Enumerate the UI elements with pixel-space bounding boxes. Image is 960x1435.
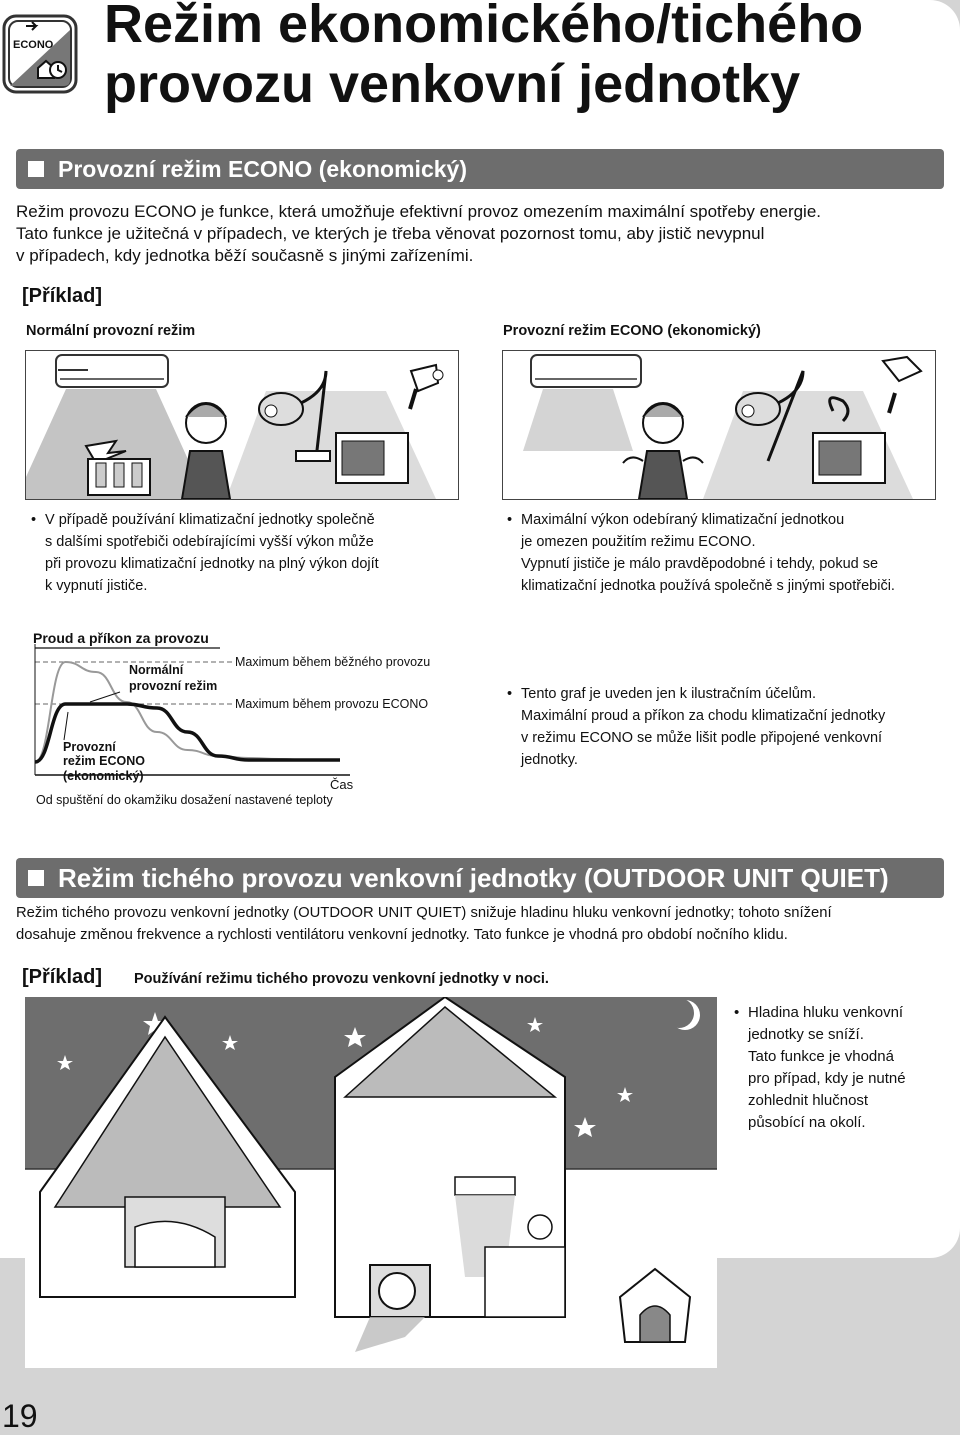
econo-label-leader [64,712,68,740]
page-title: Režim ekonomického/tichého provozu venkovní jednotky [104,0,864,114]
series-label-econo: (ekonomický) [63,769,144,783]
ref-label-normal-max: Maximum během běžného provozu [235,655,431,669]
list-item: • Tento graf je uveden jen k ilustračním účelům. Maximální proud a příkon za chodu klimatizační jednotky v režimu ECONO se může lišit podle připojené venkovní jednotky. [507,683,947,771]
quiet-bullet [734,1002,944,1134]
intro-line: Režim tichého provozu venkovní jednotky (OUTDOOR UNIT QUIET) snižuje hladinu hluku venkovní jednotky; tohoto snížení [16,905,832,921]
normal-mode-bullet [31,509,461,597]
series-label-econo: Provozní [63,740,116,754]
intro-line: Tato funkce je užitečná v případech, ve kterých je třeba věnovat pozornost tomu, aby jistič nevypnul [16,224,765,243]
power-chart [20,622,460,822]
section-heading-econo [16,149,944,189]
ac-unit-icon [455,1177,515,1195]
econo-mode-illustration [502,350,936,500]
intro-line: Režim provozu ECONO je funkce, která umožňuje efektivní provoz omezením maximální spotřeby energie. [16,202,822,221]
example-label: [Příklad] [22,966,103,988]
x-axis-caption: Od spuštění do okamžiku dosažení nastavené teploty [36,793,333,807]
normal-label-leader [90,692,120,702]
air-conditioner-icon [531,355,641,387]
section-heading-text: Provozní režim ECONO (ekonomický) [58,155,467,182]
list-item: • Maximální výkon odebíraný klimatizační jednotkou je omezen použitím režimu ECONO. Vypnutí jističe je málo pravděpodobné i tehdy, pokud se klimatizační jednotka používá společně s jinými spotřebiči. [507,509,952,597]
page-number: 19 [2,1398,38,1434]
section-heading-quiet [16,858,944,898]
intro-line: dosahuje změnou frekvence a rychlosti ventilátoru venkovní jednotky. Tato funkce je vhodná pro období nočního klidu. [16,927,788,943]
intro-line: v případech, kdy jednotka běží současně s jinými zařízeními. [16,246,474,265]
chart-title: Proud a příkon za provozu [33,630,209,646]
example-text: Používání režimu tichého provozu venkovní jednotky v noci. [134,971,549,987]
x-axis-label: Čas [330,777,354,792]
normal-mode-illustration [25,350,459,500]
square-bullet-icon [28,161,44,177]
normal-mode-label: Normální provozní režim [26,323,196,339]
desk-icon [485,1247,565,1317]
econo-mode-bullet [507,509,952,597]
econo-icon [2,14,78,94]
econo-intro [16,201,946,267]
night-illustration [25,997,717,1368]
list-item: • V případě používání klimatizační jednotky společně s dalšími spotřebiči odebírajícími vyšší výkon může při provozu klimatizační jednotky na plný výkon dojít k vypnutí jističe. [31,509,461,597]
ref-label-econo-max: Maximum během provozu ECONO [235,697,429,711]
series-label-normal: Normální [129,663,184,677]
quiet-intro [16,902,946,946]
icon-label: ECONO [13,39,54,51]
person-icon [528,1215,552,1239]
section-heading-text: Režim tichého provozu venkovní jednotky (OUTDOOR UNIT QUIET) [58,862,889,893]
chart-svg [20,622,460,822]
graph-note [507,683,947,771]
hair-dryer-icon [883,357,921,381]
square-bullet-icon [28,870,44,886]
series-label-econo: režim ECONO [63,754,145,768]
list-item: • Hladina hluku venkovní jednotky se sníží. Tato funkce je vhodná pro případ, kdy je nutné zohlednit hlučnost působící na okolí. [734,1002,944,1134]
series-label-normal: provozní režim [129,679,218,693]
example-label: [Příklad] [22,285,103,307]
econo-mode-label: Provozní režim ECONO (ekonomický) [503,323,761,339]
